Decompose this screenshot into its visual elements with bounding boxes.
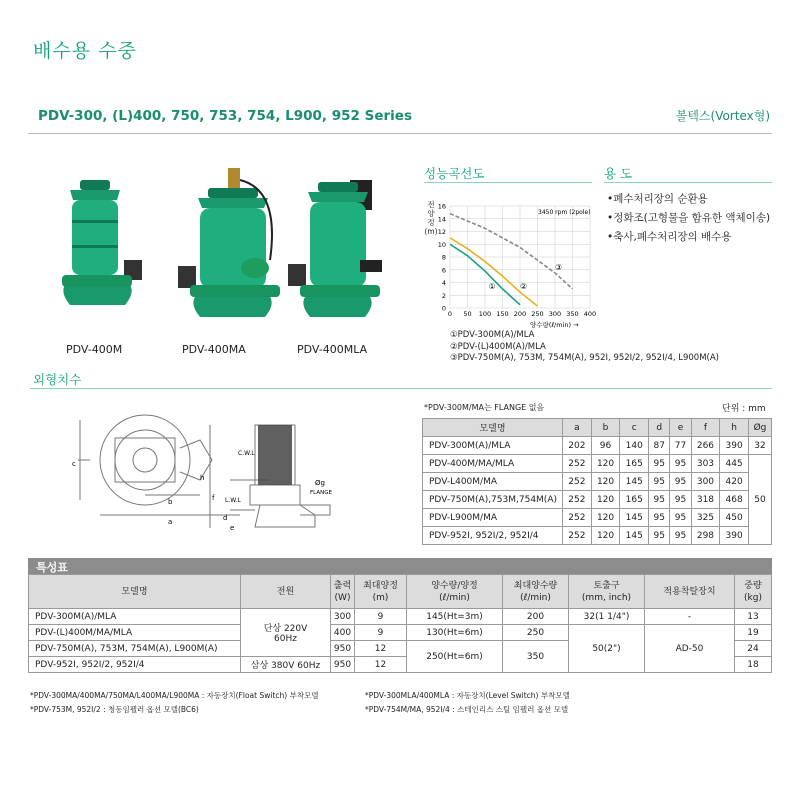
spec-header: 적용착탈장치: [645, 575, 735, 609]
performance-divider: [424, 182, 592, 183]
spec-cell: 18: [735, 657, 772, 673]
spec-header-row: [29, 575, 772, 609]
spec-title: 특성표: [36, 561, 68, 574]
dim-cell: 77: [670, 437, 691, 455]
curve-series-2: [450, 238, 538, 306]
dimensions-title: 외형치수: [33, 372, 82, 387]
legend-item: ③PDV-750M(A), 753M, 754M(A), 952I, 952I/2, 952I/4, L900M(A): [450, 353, 719, 363]
y-tick-label: 16: [437, 202, 446, 211]
x-tick-label: 0: [447, 310, 453, 318]
y-tick-label: 6: [441, 266, 446, 275]
dimensions-note: *PDV-300M/MA는 FLANGE 없음: [424, 403, 545, 412]
spec-header: 최대양수량 (ℓ/min): [503, 575, 569, 609]
dim-header: e: [670, 419, 691, 437]
spec-cell: 24: [735, 641, 772, 657]
dim-label-f: f: [212, 494, 215, 502]
dim-cell: 303: [691, 455, 720, 473]
spec-cell: 300: [331, 609, 355, 625]
dim-cell: PDV-952I, 952I/2, 952I/4: [423, 527, 563, 545]
speed-note: 3450 rpm (2pole): [538, 209, 591, 216]
dim-cell: 202: [563, 437, 592, 455]
dim-cell: 95: [649, 473, 670, 491]
dim-cell: 87: [649, 437, 670, 455]
dim-cell: 95: [670, 509, 691, 527]
dim-label-b: b: [168, 498, 173, 506]
spec-cell: 13: [735, 609, 772, 625]
y-tick-label: 2: [441, 291, 446, 300]
dim-cell: 165: [620, 455, 649, 473]
dim-cell: 96: [591, 437, 620, 455]
legend-item: ①PDV-300M(A)/MLA: [450, 330, 535, 340]
spec-cell: PDV-750M(A), 753M, 754M(A), L900M(A): [29, 641, 241, 657]
spec-cell: PDV-952I, 952I/2, 952I/4: [29, 657, 241, 673]
curve-series-3: [450, 214, 573, 289]
dim-label-cwl: C.W.L: [238, 450, 255, 457]
dim-cell: 165: [620, 491, 649, 509]
curve-label-2: ②: [520, 281, 528, 291]
dim-header: h: [720, 419, 749, 437]
dim-label-e: e: [230, 524, 235, 532]
dim-label-flange: FLANGE: [310, 490, 332, 496]
spec-cell: -: [645, 609, 735, 625]
dim-cell: 95: [649, 509, 670, 527]
dim-cell: 95: [670, 491, 691, 509]
x-tick-label: 250: [531, 310, 544, 318]
performance-title: 성능곡선도: [424, 166, 485, 181]
dim-cell: 390: [720, 527, 749, 545]
dim-cell: 32: [748, 437, 771, 455]
spec-cell-maxflow: 350: [503, 641, 569, 673]
dim-cell: 390: [720, 437, 749, 455]
dim-cell: 95: [649, 455, 670, 473]
spec-header: 최대양정 (m): [355, 575, 407, 609]
dim-cell: 318: [691, 491, 720, 509]
dim-header: c: [620, 419, 649, 437]
dim-cell: 252: [563, 491, 592, 509]
dim-cell-g: 50: [748, 455, 771, 545]
spec-cell: PDV-(L)400M/MA/MLA: [29, 625, 241, 641]
table-row: [423, 455, 772, 473]
spec-cell: 250: [503, 625, 569, 641]
dim-cell: 120: [591, 509, 620, 527]
dim-cell: 120: [591, 455, 620, 473]
performance-legend: [450, 330, 719, 365]
use-item: •폐수처리장의 순환용: [607, 193, 708, 205]
x-tick-label: 350: [566, 310, 579, 318]
dim-cell: 145: [620, 509, 649, 527]
dimensions-divider: [30, 388, 772, 389]
pump-image-400ma: [178, 168, 280, 317]
dim-cell: 252: [563, 509, 592, 527]
table-row: [29, 625, 772, 641]
dim-cell: 95: [670, 473, 691, 491]
spec-header: 양수량/양정 (ℓ/min): [407, 575, 503, 609]
dim-label-a: a: [168, 518, 173, 526]
y-tick-label: 12: [437, 228, 446, 236]
series-bar: [28, 100, 772, 134]
spec-cell: 200: [503, 609, 569, 625]
x-tick-label: 100: [478, 310, 492, 318]
spec-cell-device: AD-50: [645, 625, 735, 673]
x-tick-label: 200: [513, 310, 527, 318]
y-tick-label: 8: [441, 253, 446, 262]
spec-cell: 9: [355, 625, 407, 641]
x-tick-label: 400: [583, 310, 597, 318]
y-tick-label: 10: [437, 240, 446, 249]
x-tick-label: 300: [548, 310, 562, 318]
spec-cell: PDV-300M(A)/MLA: [29, 609, 241, 625]
y-tick-label: 14: [437, 215, 446, 224]
spec-header-bar: [28, 558, 772, 574]
spec-cell: 400: [331, 625, 355, 641]
dim-cell: 450: [720, 509, 749, 527]
spec-note: *PDV-753M, 952I/2 : 청동임펠러 옵션 모델(BC6): [30, 705, 199, 714]
dim-label-g: Øg: [315, 479, 325, 487]
dim-cell: PDV-300M(A)/MLA: [423, 437, 563, 455]
dim-cell: 120: [591, 491, 620, 509]
dim-label-h: h: [200, 474, 205, 482]
dim-cell: 120: [591, 473, 620, 491]
dim-header: Øg: [748, 419, 771, 437]
pump-image-400mla: [288, 180, 382, 317]
uses-divider: [604, 182, 772, 183]
pump-image-400m: [62, 180, 142, 305]
curve-label-1: ①: [488, 281, 496, 291]
dim-cell: 95: [649, 491, 670, 509]
x-axis-label: 양수량(ℓ/min) →: [530, 321, 579, 329]
dim-cell: PDV-750M(A),753M,754M(A): [423, 491, 563, 509]
spec-header: 모델명: [29, 575, 241, 609]
spec-header: 출력 (W): [331, 575, 355, 609]
dim-label-lwl: L.W.L: [225, 497, 241, 504]
spec-note: *PDV-300MA/400MA/750MA/L400MA/L900MA : 자동장치(Float Switch) 부착모델: [30, 691, 319, 700]
page-title: 배수용 수중: [33, 40, 137, 62]
dim-cell: PDV-L400M/MA: [423, 473, 563, 491]
dim-cell: 145: [620, 473, 649, 491]
dim-header-row: [423, 419, 772, 437]
dim-cell: 140: [620, 437, 649, 455]
x-tick-label: 50: [463, 310, 472, 318]
spec-cell-flow: 250(Ht=6m): [407, 641, 503, 673]
y-tick-label: 4: [441, 279, 446, 287]
dimensions-table: [422, 418, 772, 545]
dim-cell: 145: [620, 527, 649, 545]
spec-note: *PDV-300MLA/400MLA : 자동장치(Level Switch) 부착모델: [365, 691, 570, 700]
table-row: [423, 437, 772, 455]
table-row: [423, 491, 772, 509]
spec-header: 중량 (kg): [735, 575, 772, 609]
spec-header: 토출구 (mm, inch): [569, 575, 645, 609]
spec-header: 전원: [241, 575, 331, 609]
dim-header: a: [563, 419, 592, 437]
table-row: [423, 473, 772, 491]
spec-cell: 9: [355, 609, 407, 625]
spec-cell: 950: [331, 657, 355, 673]
spec-cell: 12: [355, 657, 407, 673]
spec-note: *PDV-754M/MA, 952I/4 : 스테인리스 스틸 임펠러 옵션 모델: [365, 705, 569, 714]
use-item: •축사,폐수처리장의 배수용: [607, 231, 732, 243]
spec-cell: 32(1 1/4"): [569, 609, 645, 625]
dim-header: d: [649, 419, 670, 437]
dim-cell: 120: [591, 527, 620, 545]
dim-cell: 95: [670, 455, 691, 473]
uses-title: 용 도: [604, 166, 633, 181]
dim-header: 모델명: [423, 419, 563, 437]
dim-label-d: d: [223, 514, 228, 522]
spec-table: [28, 574, 772, 673]
dim-header: f: [691, 419, 720, 437]
spec-cell: 950: [331, 641, 355, 657]
dim-label-c: c: [72, 460, 76, 468]
spec-cell: 19: [735, 625, 772, 641]
dim-cell: 95: [670, 527, 691, 545]
series-type: 볼텍스(Vortex형): [675, 109, 770, 123]
dim-cell: 468: [720, 491, 749, 509]
dim-cell: 252: [563, 455, 592, 473]
table-row: [423, 527, 772, 545]
product-label-3: PDV-400MLA: [297, 343, 368, 356]
dim-cell: 252: [563, 473, 592, 491]
dimensions-unit: 단위 : mm: [722, 404, 766, 414]
dim-cell: 325: [691, 509, 720, 527]
legend-item: ②PDV-(L)400M(A)/MLA: [450, 341, 546, 352]
table-row: [29, 609, 772, 625]
dim-cell: 445: [720, 455, 749, 473]
dim-cell: PDV-L900M/MA: [423, 509, 563, 527]
spec-cell: 130(Ht=6m): [407, 625, 503, 641]
y-axis-label: 전양정(m): [424, 200, 438, 236]
uses-list: [607, 190, 770, 247]
dim-cell: 252: [563, 527, 592, 545]
table-row: [423, 509, 772, 527]
spec-cell-power: 단상 220V 60Hz: [241, 609, 331, 657]
dim-header: b: [591, 419, 620, 437]
dim-cell: 300: [691, 473, 720, 491]
product-images: [40, 160, 400, 340]
performance-chart: [420, 196, 600, 331]
x-tick-label: 150: [496, 310, 509, 318]
spec-cell: 12: [355, 641, 407, 657]
dim-cell: 298: [691, 527, 720, 545]
spec-cell-outlet: 50(2"): [569, 625, 645, 673]
dim-cell: PDV-400M/MA/MLA: [423, 455, 563, 473]
y-tick-label: 0: [441, 304, 446, 313]
dim-cell: 266: [691, 437, 720, 455]
pump-silhouette: [258, 425, 292, 485]
dim-cell: 420: [720, 473, 749, 491]
use-item: •정화조(고형물을 함유한 액체이송): [607, 212, 771, 224]
series-title: PDV-300, (L)400, 750, 753, 754, L900, 952 Series: [38, 108, 412, 124]
dim-cell: 95: [649, 527, 670, 545]
product-label-2: PDV-400MA: [182, 343, 246, 356]
curve-label-3: ③: [555, 262, 563, 272]
product-label-1: PDV-400M: [66, 343, 123, 356]
spec-cell-power: 삼상 380V 60Hz: [241, 657, 331, 673]
spec-cell: 145(Ht=3m): [407, 609, 503, 625]
dimension-drawing: [60, 410, 410, 540]
